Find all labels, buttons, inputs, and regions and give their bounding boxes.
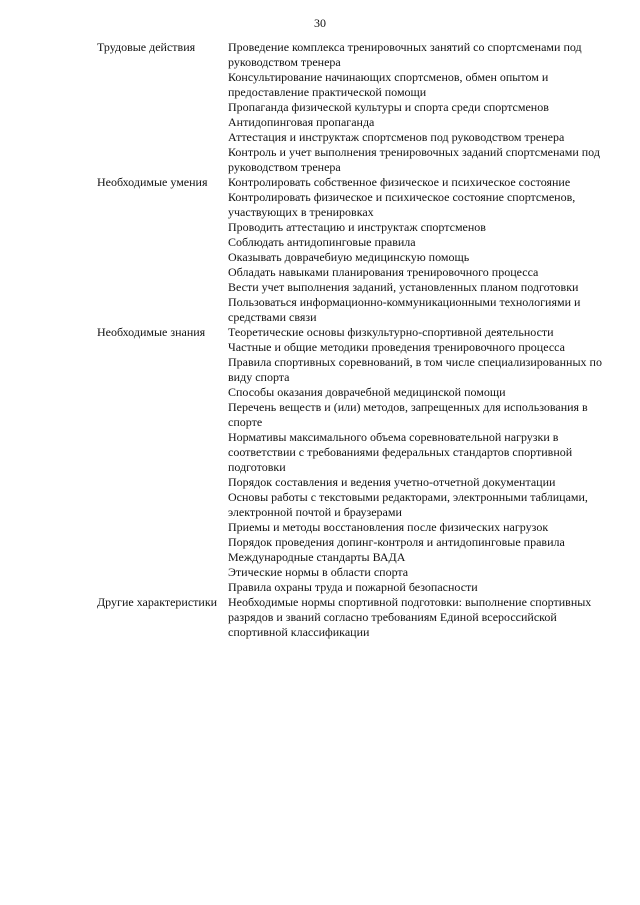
list-item: Пользоваться информационно-коммуникационными технологиями и средствами связи: [228, 295, 581, 324]
list-item: Порядок составления и ведения учетно-отчетной документации: [228, 475, 556, 489]
list-item: Пропаганда физической культуры и спорта среди спортсменов: [228, 100, 549, 114]
page-number: 30: [314, 16, 326, 30]
list-item: Вести учет выполнения заданий, установленных планом подготовки: [228, 280, 579, 294]
section-other-characteristics: [97, 595, 602, 640]
list-item: Обладать навыками планирования тренировочного процесса: [228, 265, 539, 279]
section-items: [228, 40, 602, 175]
section-items: [228, 175, 602, 325]
list-item: Проводить аттестацию и инструктаж спортсменов: [228, 220, 486, 234]
section-required-knowledge: [97, 325, 602, 595]
section-label: Другие характеристики: [97, 595, 218, 609]
list-item: Частные и общие методики проведения тренировочного процесса: [228, 340, 565, 354]
list-item: Порядок проведения допинг-контроля и антидопинговые правила: [228, 535, 565, 549]
list-item: Консультирование начинающих спортсменов, обмен опытом и предоставление практической помощи: [228, 70, 549, 99]
section-label: Трудовые действия: [97, 40, 196, 54]
list-item: Перечень веществ и (или) методов, запрещенных для использования в спорте: [228, 400, 588, 429]
characteristics-table: [97, 40, 602, 640]
list-item: Аттестация и инструктаж спортсменов под руководством тренера: [228, 130, 565, 144]
list-item: Правила спортивных соревнований, в том числе специализированных по виду спорта: [228, 355, 602, 384]
section-required-skills: [97, 175, 602, 325]
section-label: Необходимые знания: [97, 325, 206, 339]
list-item: Основы работы с текстовыми редакторами, электронными таблицами, электронной почтой и браузерами: [228, 490, 588, 519]
list-item: Способы оказания доврачебной медицинской помощи: [228, 385, 506, 399]
list-item: Правила охраны труда и пожарной безопасности: [228, 580, 478, 594]
section-items: [228, 325, 602, 595]
list-item: Международные стандарты ВАДА: [228, 550, 406, 564]
section-items: [228, 595, 602, 640]
section-label: Необходимые умения: [97, 175, 208, 189]
list-item: Приемы и методы восстановления после физических нагрузок: [228, 520, 549, 534]
section-labor-actions: [97, 40, 602, 175]
list-item: Антидопинговая пропаганда: [228, 115, 375, 129]
list-item: Контролировать физическое и психическое состояние спортсменов, участвующих в тренировках: [228, 190, 576, 219]
list-item: Контролировать собственное физическое и психическое состояние: [228, 175, 571, 189]
list-item: Необходимые нормы спортивной подготовки: выполнение спортивных разрядов и званий согласно требованиям Единой всероссийской спортивной классификации: [228, 595, 592, 639]
list-item: Нормативы максимального объема соревновательной нагрузки в соответствии с требованиями федеральных стандартов спортивной подготовки: [228, 430, 573, 474]
list-item: Теоретические основы физкультурно-спортивной деятельности: [228, 325, 554, 339]
list-item: Оказывать доврачебиую медицинскую помощь: [228, 250, 470, 264]
list-item: Соблюдать антидопинговые правила: [228, 235, 416, 249]
list-item: Этические нормы в области спорта: [228, 565, 409, 579]
list-item: Контроль и учет выполнения тренировочных заданий спортсменами под руководством тренера: [228, 145, 600, 174]
list-item: Проведение комплекса тренировочных занятий со спортсменами под руководством тренера: [228, 40, 582, 69]
